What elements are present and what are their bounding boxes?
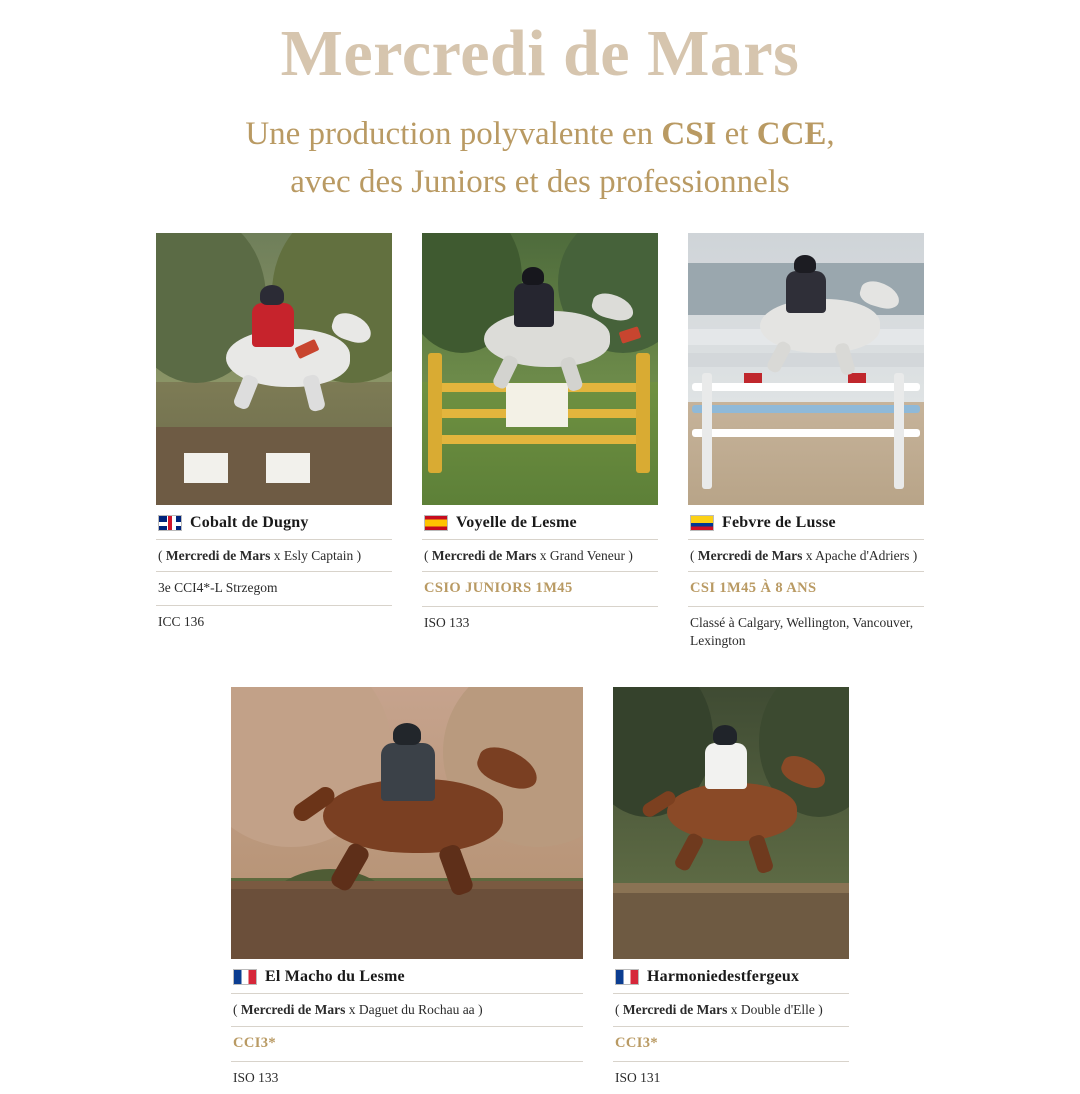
- horse-card: [613, 687, 849, 1093]
- pedigree-open: (: [424, 547, 432, 563]
- pedigree-sire: Mercredi de Mars: [165, 547, 271, 563]
- horse-name-line: [688, 505, 924, 540]
- horse-result-secondary: ISO 131: [615, 1069, 661, 1085]
- pedigree-close: ): [909, 547, 918, 563]
- horse-result-primary: CSI 1M45 À 8 ANS: [688, 572, 924, 607]
- horse-pedigree: [156, 540, 392, 573]
- pedigree-dam: x Grand Veneur: [536, 547, 625, 563]
- horse-photo: [613, 687, 849, 959]
- horse-result-primary: CCI3*: [231, 1027, 583, 1062]
- subtitle-bold-csi: CSI: [661, 116, 717, 153]
- horse-card: [422, 233, 658, 658]
- horse-row-2: [0, 687, 1080, 1093]
- horse-card: [231, 687, 583, 1093]
- horse-result-secondary: ISO 133: [233, 1069, 279, 1085]
- flag-es-icon: [424, 515, 448, 531]
- flag-gb-icon: [158, 515, 182, 531]
- horse-row-1: [0, 233, 1080, 658]
- pedigree-close: ): [624, 547, 633, 563]
- page-subtitle: [110, 111, 970, 207]
- horse-pedigree: [688, 540, 924, 573]
- pedigree-sire: Mercredi de Mars: [697, 547, 803, 563]
- pedigree-sire: Mercredi de Mars: [431, 547, 537, 563]
- horse-photo: [688, 233, 924, 505]
- horse-result-primary: CCI3*: [613, 1027, 849, 1062]
- flag-co-icon: [690, 515, 714, 531]
- horse-result-secondary: Classé à Calgary, Wellington, Vancouver, Lexington: [690, 614, 914, 649]
- horse-photo: [156, 233, 392, 505]
- horse-photo: [231, 687, 583, 959]
- subtitle-line-2: avec des Juniors et des professionnels: [290, 164, 790, 201]
- subtitle-bold-cce: CCE: [756, 116, 827, 153]
- horse-card: [156, 233, 392, 658]
- pedigree-close: ): [474, 1002, 483, 1018]
- horse-name-line: [422, 505, 658, 540]
- horse-pedigree: [613, 994, 849, 1027]
- horse-name: Voyelle de Lesme: [456, 513, 577, 531]
- pedigree-close: ): [353, 547, 362, 563]
- horse-name-line: [613, 959, 849, 994]
- flag-fr-icon: [233, 969, 257, 985]
- horse-name-line: [156, 505, 392, 540]
- horse-name: Febvre de Lusse: [722, 513, 836, 531]
- horse-result-secondary: ICC 136: [158, 613, 205, 629]
- pedigree-dam: x Esly Captain: [270, 547, 354, 563]
- poster-page: [0, 14, 1080, 1094]
- horse-pedigree: [231, 994, 583, 1027]
- horse-result-primary: CSIO JUNIORS 1M45: [422, 572, 658, 607]
- horse-name: El Macho du Lesme: [265, 968, 405, 986]
- horse-name: Cobalt de Dugny: [190, 513, 309, 531]
- subtitle-text-mid: et: [716, 116, 757, 153]
- horse-pedigree: [422, 540, 658, 573]
- horse-result-secondary: ISO 133: [424, 614, 470, 630]
- pedigree-open: (: [233, 1002, 241, 1018]
- pedigree-open: (: [158, 547, 166, 563]
- pedigree-dam: x Daguet du Rochau aa: [345, 1002, 475, 1018]
- horse-card: [688, 233, 924, 658]
- horse-name: Harmoniedestfergeux: [647, 968, 800, 986]
- subtitle-text-pre: Une production polyvalente en: [245, 116, 662, 153]
- subtitle-text-post: ,: [826, 116, 835, 153]
- page-title: Mercredi de Mars: [280, 17, 800, 90]
- flag-fr-icon: [615, 969, 639, 985]
- horse-result-primary: 3e CCI4*-L Strzegom: [156, 572, 392, 605]
- horse-photo: [422, 233, 658, 505]
- pedigree-dam: x Double d'Elle: [727, 1002, 815, 1018]
- pedigree-sire: Mercredi de Mars: [240, 1002, 346, 1018]
- pedigree-close: ): [814, 1002, 823, 1018]
- pedigree-sire: Mercredi de Mars: [622, 1002, 728, 1018]
- pedigree-open: (: [690, 547, 698, 563]
- pedigree-dam: x Apache d'Adriers: [802, 547, 910, 563]
- pedigree-open: (: [615, 1002, 623, 1018]
- horse-name-line: [231, 959, 583, 994]
